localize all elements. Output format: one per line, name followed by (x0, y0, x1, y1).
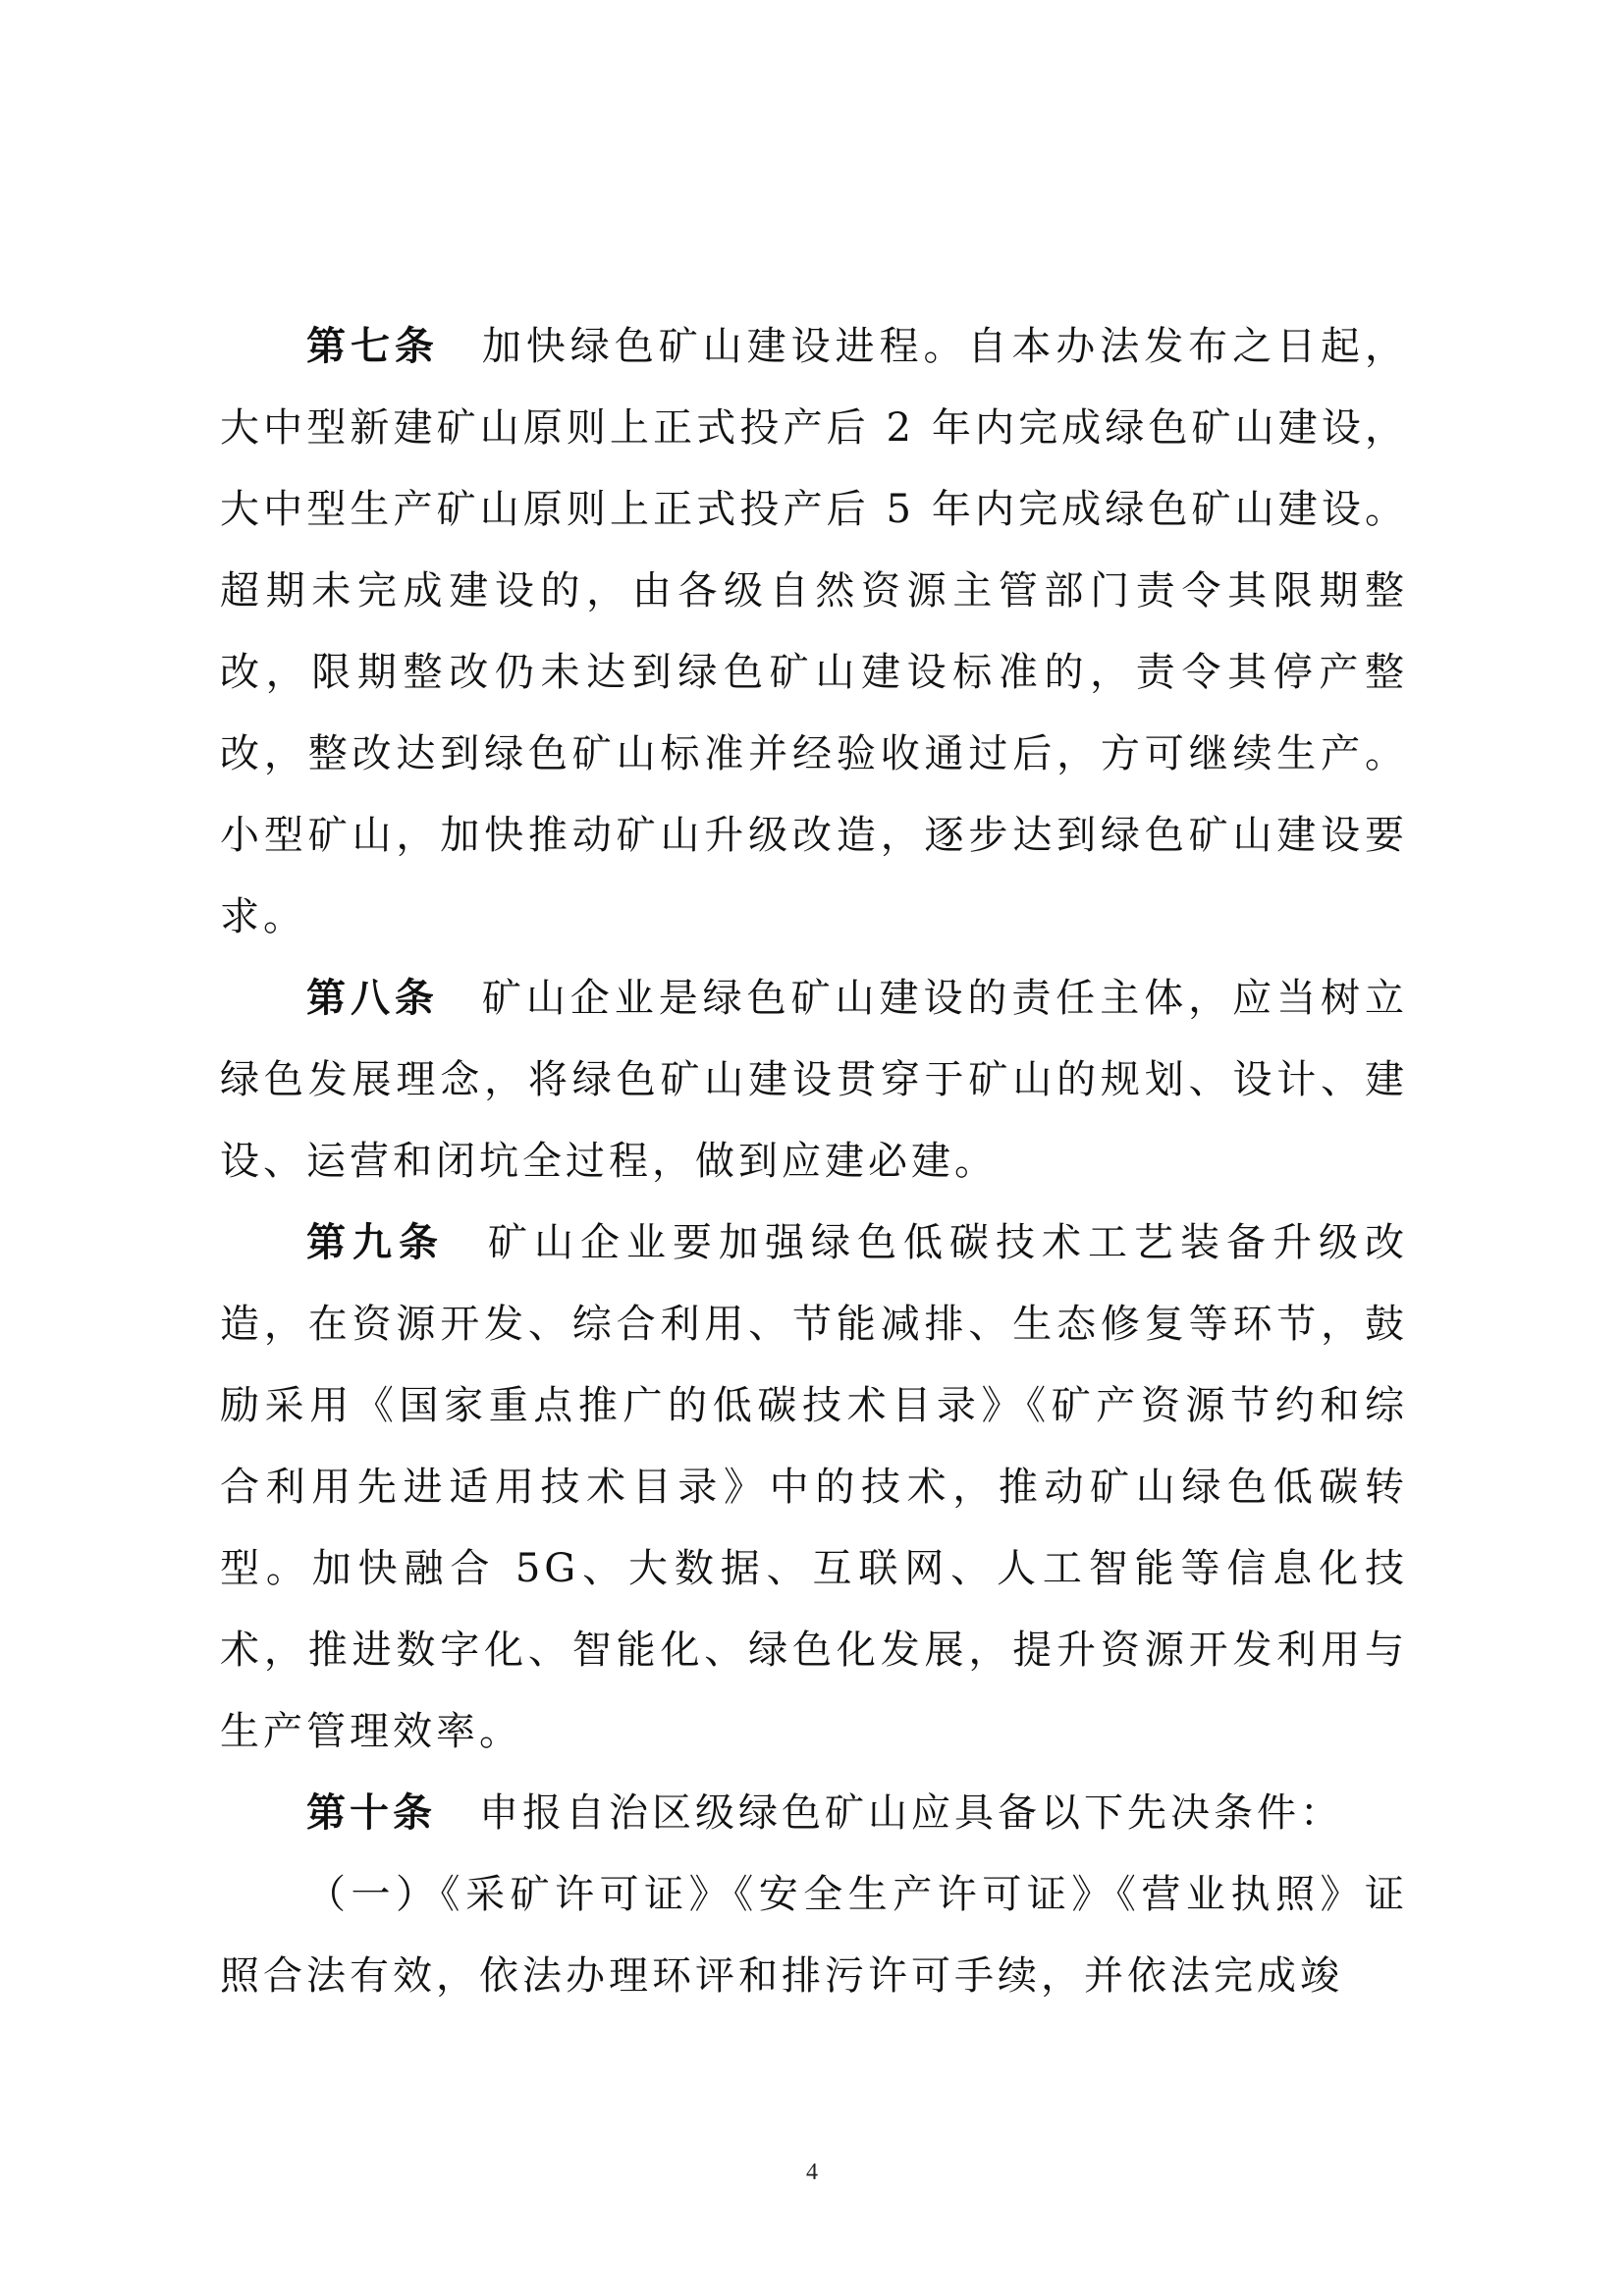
article-8-heading: 第八条 (306, 976, 439, 1021)
article-9-text: 矿山企业要加强绿色低碳技术工艺装备升级改造，在资源开发、综合利用、节能减排、生态修复等环节，鼓励采用《国家重点推广的低碳技术目录》《矿产资源节约和综合利用先进适用技术目录》中的技术，推动矿山绿色低碳转型。加快融合 5G、大数据、互联网、人工智能等信息化技术，推进数字化、智能化、绿色化发展，提升资源开发利用与生产管理效率。 (220, 1220, 1408, 1754)
article-10-text: 申报自治区级绿色矿山应具备以下先决条件： (479, 1790, 1343, 1836)
article-9-heading: 第九条 (306, 1220, 445, 1265)
article-8-text: 矿山企业是绿色矿山建设的责任主体，应当树立绿色发展理念，将绿色矿山建设贯穿于矿山的规划、设计、建设、运营和闭坑全过程，做到应建必建。 (220, 976, 1409, 1184)
article-7-heading: 第七条 (306, 324, 439, 369)
article-10-heading: 第十条 (306, 1790, 436, 1836)
page-number: 4 (806, 2160, 818, 2185)
article-10-item-1: （一）《采矿许可证》《安全生产许可证》《营业执照》证照合法有效，依法办理环评和排污许可手续，并依法完成竣 (220, 1872, 1408, 1999)
article-8-paragraph (220, 958, 1408, 1202)
article-7-text: 加快绿色矿山建设进程。自本办法发布之日起，大中型新建矿山原则上正式投产后 2 年内完成绿色矿山建设，大中型生产矿山原则上正式投产后 5 年内完成绿色矿山建设。超期未完成建设的，由各级自然资源主管部门责令其限期整改，限期整改仍未达到绿色矿山建设标准的，责令其停产整改，整改达到绿色矿山标准并经验收通过后，方可继续生产。小型矿山，加快推动矿山升级改造，逐步达到绿色矿山建设要求。 (220, 324, 1409, 939)
document-body (220, 306, 1408, 2017)
article-10-paragraph (220, 1773, 1408, 1854)
article-7-paragraph (220, 306, 1408, 958)
article-9-paragraph (220, 1202, 1408, 1773)
